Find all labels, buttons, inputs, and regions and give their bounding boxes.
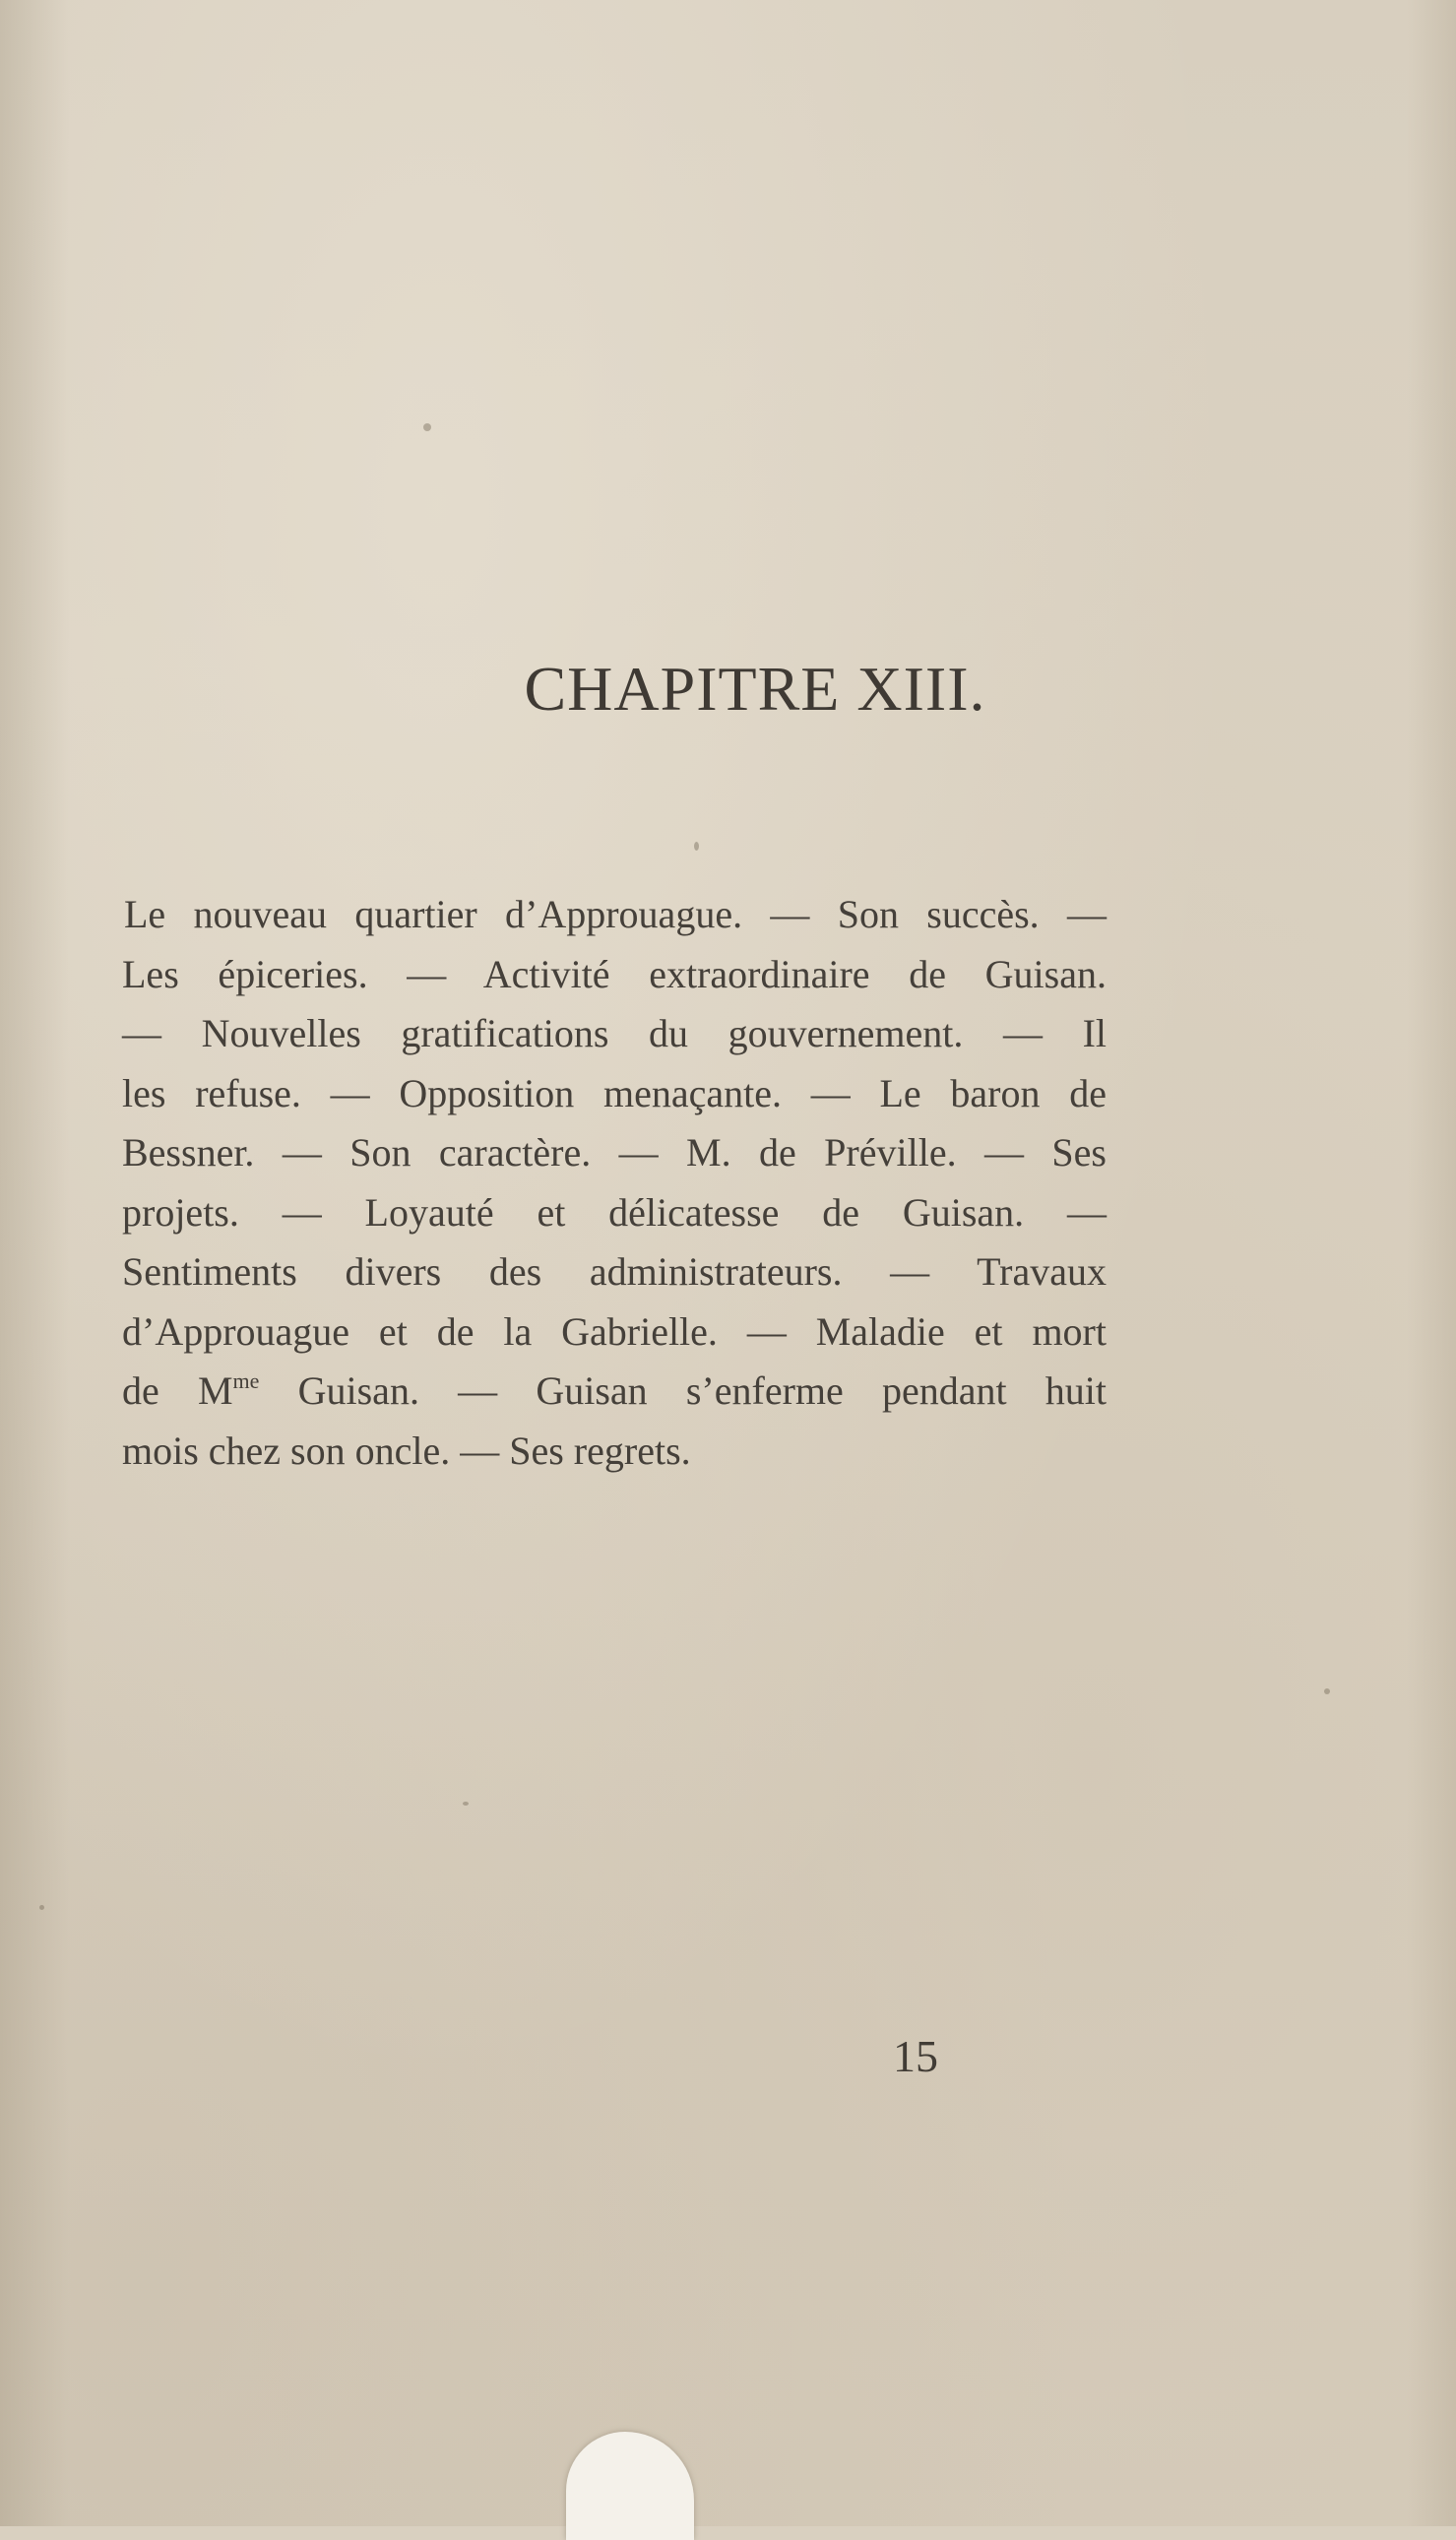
summary-text: de M xyxy=(122,1368,233,1413)
summary-line: d’Approuague et de la Gabrielle. — Maladie et mort xyxy=(122,1308,1107,1354)
chapter-title: CHAPITRE XIII. xyxy=(524,654,986,724)
summary-line: Sentiments divers des administrateurs. — Travaux xyxy=(122,1249,1107,1294)
page-edge-shadow-left xyxy=(0,0,69,2526)
summary-line: les refuse. — Opposition menaçante. — Le baron de xyxy=(122,1070,1107,1115)
paper-speck xyxy=(463,1802,469,1806)
paper-speck xyxy=(39,1905,44,1910)
summary-line: Le nouveau quartier d’Approuague. — Son succès. — xyxy=(124,892,1107,936)
summary-line: Bessner. — Son caractère. — M. de Préville. — Ses xyxy=(122,1130,1107,1175)
summary-line-with-superscript xyxy=(122,1362,1107,1422)
paper-speck xyxy=(423,423,431,431)
summary-line: — Nouvelles gratifications du gouvernement. — Il xyxy=(122,1011,1107,1055)
summary-line: Les épiceries. — Activité extraordinaire de Guisan. xyxy=(122,951,1107,996)
summary-text: Guisan. — Guisan s’enferme pendant huit xyxy=(259,1368,1108,1413)
page-number: 15 xyxy=(893,2031,938,2081)
superscript-abbreviation: me xyxy=(232,1368,260,1393)
summary-line: mois chez son oncle. — Ses regrets. xyxy=(122,1428,691,1473)
paper-speck xyxy=(694,842,699,851)
paper-speck xyxy=(1324,1688,1330,1694)
chapter-summary xyxy=(122,885,1107,1481)
page-edge-shadow-right xyxy=(1407,0,1456,2526)
summary-line: projets. — Loyauté et délicatesse de Guisan. — xyxy=(122,1189,1107,1235)
paper-tear xyxy=(566,2432,694,2540)
